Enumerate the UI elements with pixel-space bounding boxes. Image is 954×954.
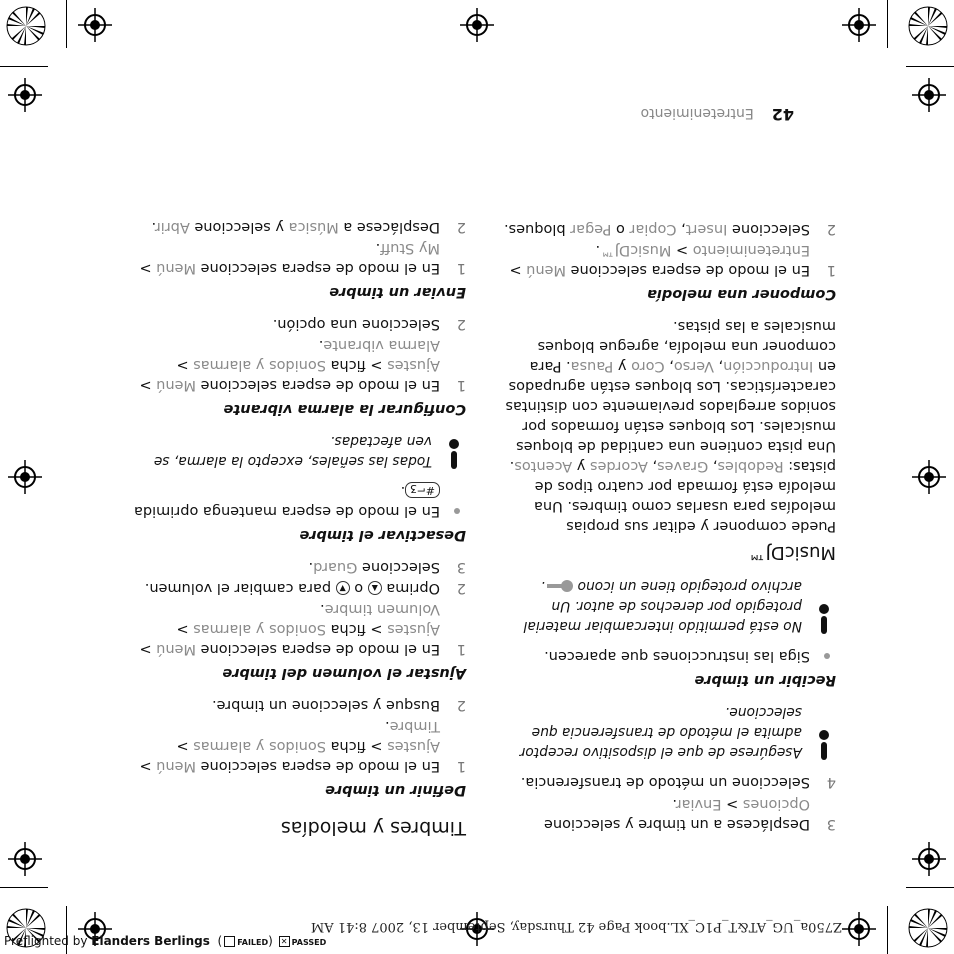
step: 4 Seleccione un método de transferencia. — [520, 774, 836, 790]
bullet-item: En el modo de espera mantenga oprimida #⌐ʒ. — [128, 481, 466, 521]
step: 3 Seleccione Guard. — [308, 559, 466, 575]
heading-desactivar: Desactivar el timbre — [299, 527, 466, 543]
crop-line — [887, 906, 888, 954]
crop-line — [0, 887, 48, 888]
registration-mark-icon — [460, 8, 494, 42]
crop-line — [66, 0, 67, 48]
registration-mark-icon — [912, 78, 946, 112]
registration-mark-icon — [8, 78, 42, 112]
step: 1 En el modo de espera seleccione Menú > Ajustes > ficha Sonidos y alarmas > Volumen timbre. — [139, 601, 466, 657]
step: 2 Busque y seleccione un timbre. — [212, 697, 466, 713]
heading-definir: Definir un timbre — [325, 782, 466, 798]
exclamation-icon — [818, 604, 830, 634]
step: 2 Seleccione una opción. — [272, 316, 466, 332]
exclamation-icon — [818, 730, 830, 760]
step: 3 Desplácese a un timbre y seleccione Opciones > Enviar. — [543, 796, 836, 832]
heading-volumen: Ajustar el volumen del timbre — [222, 665, 466, 681]
nav-down-icon: ▼ — [336, 581, 350, 595]
brand-logo: Elanders Berlings — [91, 934, 210, 948]
registration-mark-icon — [842, 912, 876, 946]
page-number: 42 — [771, 105, 794, 124]
exclamation-icon — [448, 439, 460, 469]
note: Asegúrese de que el dispositivo receptor admita el método de transferencia que seleccione. — [498, 702, 836, 762]
print-header: Z750a_UG_AT&T_P1C_XL.book Page 42 Thursday, September 13, 2007 8:41 AM — [310, 919, 842, 934]
right-column — [128, 216, 466, 838]
left-column — [498, 218, 836, 834]
crop-line — [906, 66, 954, 67]
registration-mark-icon — [912, 460, 946, 494]
heading-recibir: Recibir un timbre — [694, 672, 836, 688]
note: No está permitido intercambiar material protegido por derechos de autor. Un archivo protegido tiene un icono . — [498, 576, 836, 636]
step: 1 En el modo de espera seleccione Menú > Entretenimiento > MusicDJ™. — [509, 242, 836, 278]
hash-key-icon: #⌐ʒ — [405, 482, 440, 498]
checkbox-icon — [224, 936, 235, 947]
step: 1 En el modo de espera seleccione Menú > Ajustes > ficha Sonidos y alarmas > Timbre. — [139, 718, 466, 774]
star-target-icon — [908, 6, 948, 46]
registration-mark-icon — [8, 460, 42, 494]
musicdj-paragraph: Puede componer y editar sus propias melodías para usarlas como timbres. Una melodía está formada por cuatro tipos de pistas: Redobles, Graves, Acordes y Acentos. Una pista contiene una cantidad de bloques musicales. Los bloques están formados por sonidos arreglados previamente con distintas características. Los bloques están agrupados en Introducción, Verso, Coro y Pausa. Para componer una melodía, agregue bloques musicales a las pistas. — [505, 318, 836, 534]
nav-up-icon: ▲ — [368, 581, 382, 595]
crop-line — [887, 0, 888, 48]
checked-box-icon: ✕ — [279, 936, 290, 947]
heading-enviar: Enviar un timbre — [329, 284, 466, 300]
registration-mark-icon — [912, 842, 946, 876]
crop-line — [0, 66, 48, 67]
note: Todas las señales, excepto la alarma, se ven afectadas. — [128, 431, 466, 471]
star-target-icon — [908, 908, 948, 948]
registration-mark-icon — [78, 8, 112, 42]
registration-mark-icon — [842, 8, 876, 42]
step: 2 Oprima ▲ o ▼ para cambiar el volumen. — [144, 580, 466, 596]
key-icon — [545, 580, 573, 592]
section-title: Timbres y melodías — [280, 817, 466, 839]
registration-mark-icon — [8, 842, 42, 876]
bullet-item: Siga las instrucciones que aparecen. — [498, 646, 836, 666]
section-name: Entretenimiento — [640, 105, 754, 121]
star-target-icon — [6, 6, 46, 46]
heading-vibrante: Configurar la alarma vibrante — [223, 401, 466, 417]
musicdj-title: MusicDJ™ — [747, 542, 836, 563]
heading-componer: Componer una melodía — [647, 286, 836, 302]
step: 1 En el modo de espera seleccione Menú > My Stuff. — [139, 240, 466, 276]
folio — [641, 105, 794, 124]
crop-line — [906, 887, 954, 888]
step: 2 Seleccione Insert, Copiar o Pegar bloques. — [503, 221, 836, 237]
step: 1 En el modo de espera seleccione Menú > Ajustes > ficha Sonidos y alarmas > Alarma vibrante. — [139, 337, 466, 393]
step: 2 Desplácese a Música y seleccione Abrir. — [151, 219, 466, 235]
preflight-stamp: Preflighted by Elanders Berlings ( FAILED) ✕ PASSED — [4, 934, 327, 948]
